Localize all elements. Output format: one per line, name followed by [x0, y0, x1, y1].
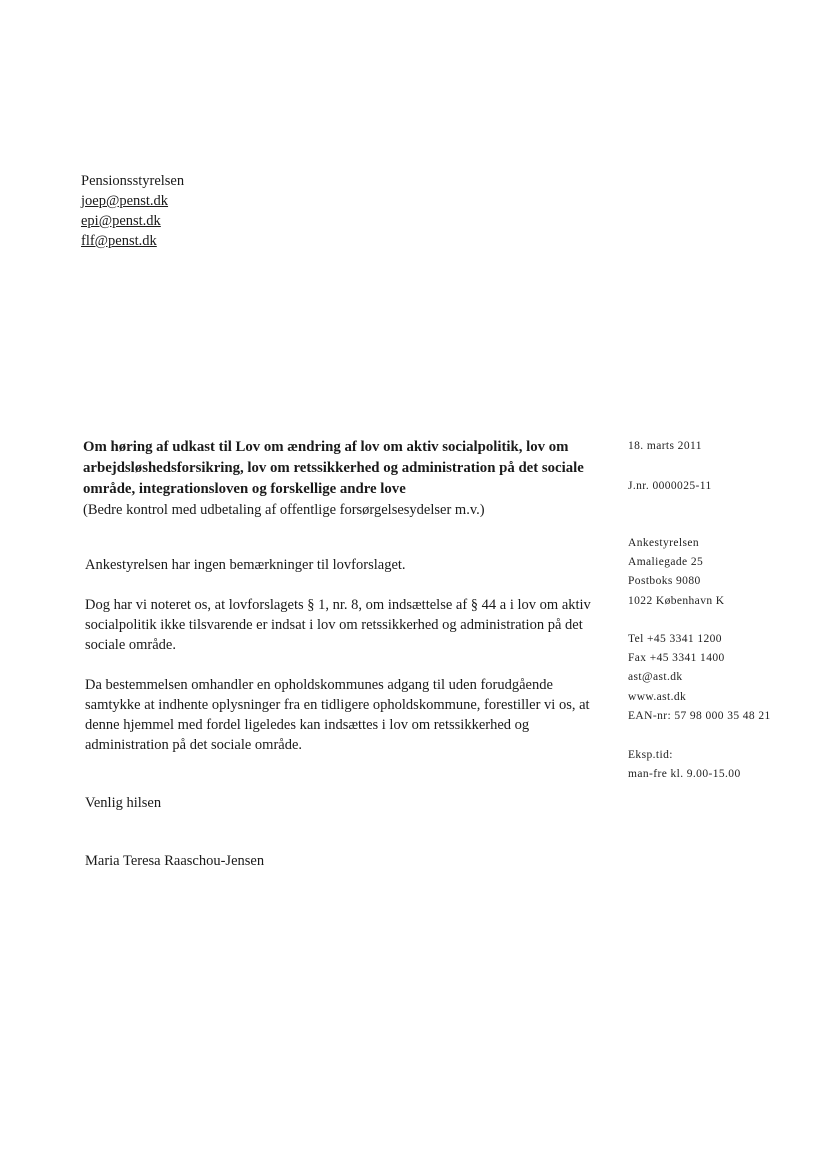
email-link-epi[interactable]: epi@penst.dk: [81, 213, 161, 229]
paragraph: Da bestemmelsen omhandler en opholdskommunes adgang til uden forudgående samtykke at indhente oplysninger fra en tidligere opholdskommune, forestiller vi os, at denne hjemmel med fordel ligeledes kan indsættes i lov om retssikkerhed og administration på det sociale område.: [85, 677, 590, 753]
subject-subtitle: (Bedre kontrol med udbetaling af offentlige forsørgelsesydelser m.v.): [83, 502, 485, 518]
journal-number: J.nr. 0000025-11: [628, 480, 712, 492]
subject-title: Om høring af udkast til Lov om ændring af lov om aktiv socialpolitik, lov om arbejdsløshedsforsikring, lov om retssikkerhed og administration på det sociale område, integrationsloven og forskellige andre love: [83, 439, 584, 497]
signature-name: Maria Teresa Raaschou-Jensen: [85, 853, 265, 869]
letter-date: 18. marts 2011: [628, 440, 702, 452]
letter-body: [85, 555, 600, 871]
hours-label: Eksp.tid:: [628, 749, 673, 761]
closing-greeting: Venlig hilsen: [85, 795, 162, 811]
org-name: Ankestyrelsen: [628, 537, 699, 549]
paragraph: Dog har vi noteret os, at lovforslagets § 1, nr. 8, om indsættelse af § 44 a i lov om aktiv socialpolitik ikke tilsvarende er indsat i lov om retssikkerhed og administration på det sociale område.: [85, 597, 591, 653]
paragraph: Ankestyrelsen har ingen bemærkninger til lovforslaget.: [85, 557, 406, 573]
phone: Tel +45 3341 1200: [628, 633, 722, 645]
office-hours: [628, 746, 741, 784]
recipient-name: Pensionsstyrelsen: [81, 173, 185, 189]
fax: Fax +45 3341 1400: [628, 652, 725, 665]
address-line: Postboks 9080: [628, 575, 701, 588]
email: ast@ast.dk: [628, 671, 683, 684]
email-link-joep[interactable]: joep@penst.dk: [81, 193, 169, 209]
subject-block: [83, 437, 603, 521]
website: www.ast.dk: [628, 690, 687, 703]
sender-contact: [628, 630, 771, 726]
address-line: Amaliegade 25: [628, 556, 704, 569]
sender-address: [628, 534, 724, 611]
hours-value: man-fre kl. 9.00-15.00: [628, 768, 741, 781]
ean-number: EAN-nr: 57 98 000 35 48 21: [628, 709, 771, 722]
address-line: 1022 København K: [628, 594, 725, 607]
email-link-flf[interactable]: flf@penst.dk: [81, 233, 157, 249]
recipient-block: [81, 171, 184, 251]
